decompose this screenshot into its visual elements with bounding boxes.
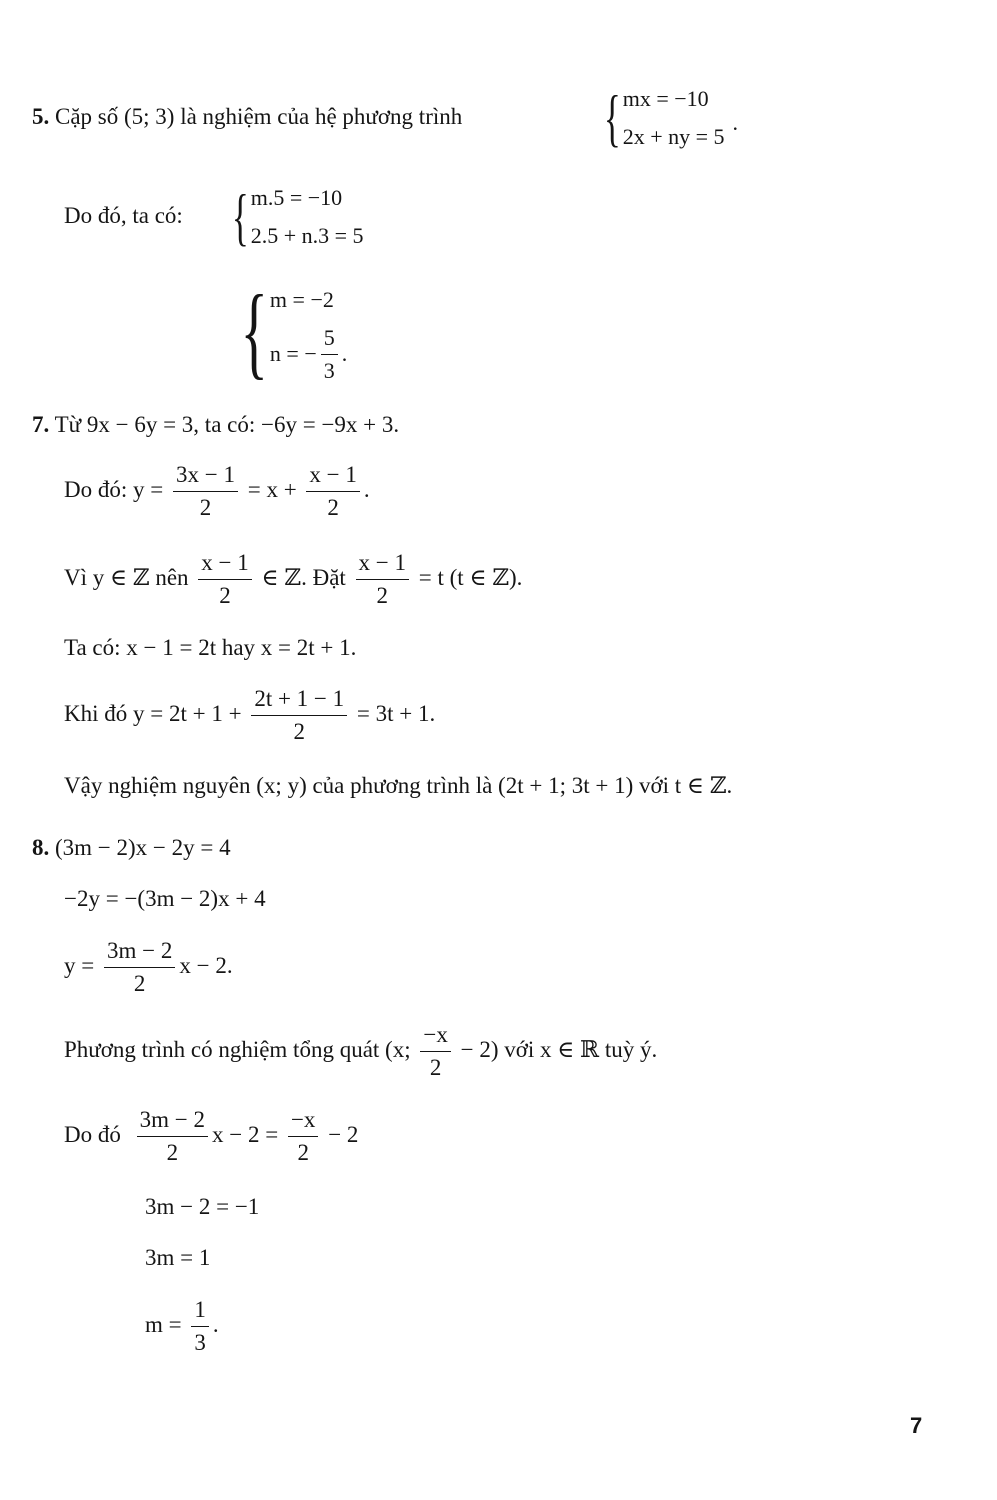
problem-7-line-1: 7. Từ 9x − 6y = 3, ta có: −6y = −9x + 3.	[32, 412, 400, 437]
fraction: $\frac{-x}{2}$	[420, 1022, 450, 1081]
fraction: $\frac{1}{3}$	[191, 1297, 209, 1356]
problem-5-intro	[32, 103, 462, 131]
problem-5-text: Cặp số (5; 3) là nghiệm của hệ phương trình	[55, 104, 463, 129]
fraction: $\frac{-x}{2}$	[288, 1107, 318, 1166]
fraction: $\frac{x - 1}{2}$	[198, 550, 251, 609]
fraction: $\frac{x - 1}{2}$	[306, 462, 359, 521]
problem-5-do-do: Do đó, ta có:	[64, 203, 183, 228]
fraction: $\frac{3m - 2}{2}$	[137, 1107, 208, 1166]
problem-8-line-2: −2y = −(3m − 2)x + 4	[64, 886, 266, 911]
problem-8-line-3: y = $\frac{3m - 2}{2}$ x − 2.	[64, 938, 233, 996]
fraction: $\frac{3x - 1}{2}$	[173, 462, 238, 521]
fraction: $\frac{x - 1}{2}$	[356, 550, 409, 609]
problem-7-line-4: Ta có: x − 1 = 2t hay x = 2t + 1.	[64, 635, 357, 660]
problem-8-line-6: 3m − 2 = −1	[145, 1194, 260, 1219]
problem-8-line-8: m = $\frac{1}{3}$ .	[145, 1297, 219, 1355]
brace-icon: {	[603, 82, 621, 153]
problem-5-system-3	[218, 274, 348, 389]
problem-7-label: 7.	[32, 412, 50, 437]
problem-5-system	[590, 80, 738, 156]
system-row: m = −2	[269, 286, 334, 312]
problem-8-line-5: Do đó $\frac{3m - 2}{2}$ x − 2 = $\frac{-x}{2}$ − 2	[64, 1107, 359, 1165]
brace-icon: {	[231, 181, 249, 252]
fraction: $\frac{2t + 1 - 1}{2}$	[251, 686, 347, 745]
problem-5-system-2	[218, 179, 364, 255]
problem-7-line-3: Vì y ∈ ℤ nên $\frac{x - 1}{2}$ ∈ ℤ. Đặt $\frac{x - 1}{2}$ = t (t ∈ ℤ).	[64, 550, 523, 608]
brace-icon: {	[240, 274, 268, 389]
problem-7-line-5: Khi đó y = 2t + 1 + $\frac{2t + 1 - 1}{2}$ = 3t + 1.	[64, 686, 436, 744]
problem-7-line-2: Do đó: y = $\frac{3x - 1}{2}$ = x + $\frac{x - 1}{2}$ .	[64, 462, 370, 520]
system-row: 2.5 + n.3 = 5	[250, 223, 364, 248]
system-row: n = − $\frac{5}{3}$ .	[269, 324, 348, 383]
system-row: m.5 = −10	[250, 185, 343, 210]
fraction: $\frac{5}{3}$	[321, 325, 338, 384]
page-number: 7	[910, 1413, 923, 1438]
system-row: 2x + ny = 5 .	[622, 110, 739, 149]
problem-8-line-4: Phương trình có nghiệm tổng quát (x; $\frac{-x}{2}$ − 2) với x ∈ ℝ tuỳ ý.	[64, 1022, 658, 1080]
problem-7-line-6: Vậy nghiệm nguyên (x; y) của phương trình là (2t + 1; 3t + 1) với t ∈ ℤ.	[64, 773, 733, 798]
fraction: $\frac{3m - 2}{2}$	[104, 938, 175, 997]
problem-5-label: 5.	[32, 104, 50, 129]
system-row: mx = −10	[622, 86, 709, 111]
problem-8-line-7: 3m = 1	[145, 1245, 211, 1270]
problem-8-line-1: 8. (3m − 2)x − 2y = 4	[32, 835, 231, 860]
problem-8-label: 8.	[32, 835, 50, 860]
